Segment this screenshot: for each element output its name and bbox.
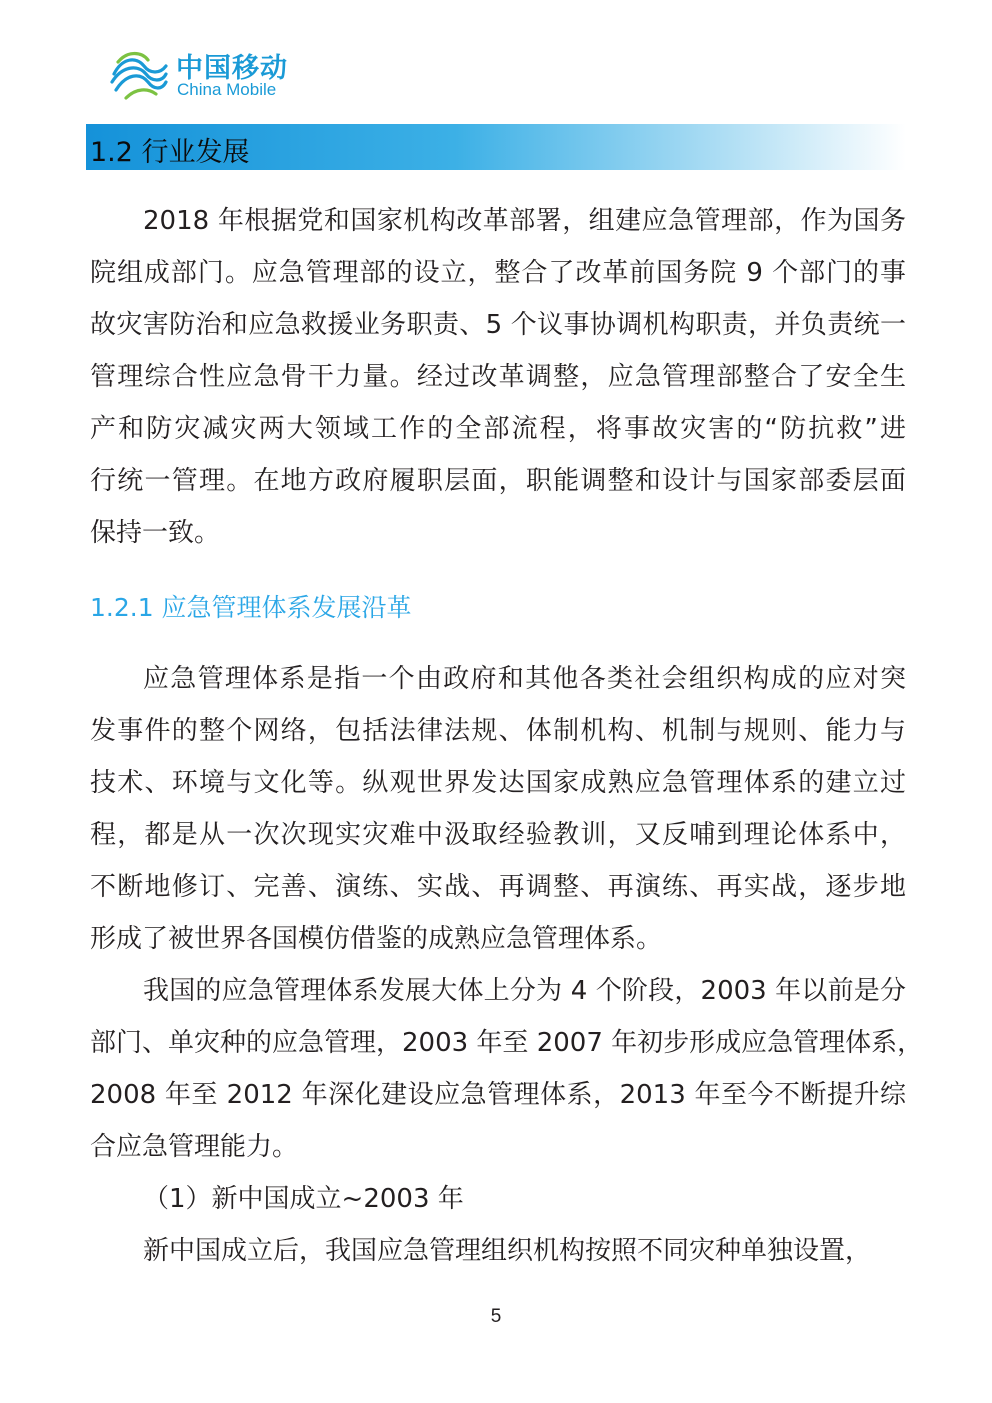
paragraph-line: 保持一致。 <box>90 518 221 548</box>
china-mobile-swirl-icon <box>108 44 170 106</box>
paragraph-line: 院组成部门。应急管理部的设立，整合了改革前国务院 9 个部门的事 <box>90 258 906 288</box>
logo-english-text: China Mobile <box>177 80 277 99</box>
paragraph-2 <box>90 653 906 965</box>
paragraph-line: 合应急管理能力。 <box>90 1132 299 1162</box>
paragraph-line: 2008 年至 2012 年深化建设应急管理体系，2013 年至今不断提升综 <box>90 1080 906 1110</box>
paragraph-line: 部门、单灾种的应急管理，2003 年至 2007 年初步形成应急管理体系， <box>90 1028 924 1058</box>
paragraph-line: 故灾害防治和应急救援业务职责、5 个议事协调机构职责，并负责统一 <box>90 310 906 340</box>
paragraph-line: 发事件的整个网络，包括法律法规、体制机构、机制与规则、能力与 <box>90 716 906 746</box>
page-number: 5 <box>490 1306 502 1327</box>
paragraph-4 <box>90 1173 906 1225</box>
subsection-title: 1.2.1 应急管理体系发展沿革 <box>90 593 412 622</box>
paragraph-line: 新中国成立后，我国应急管理组织机构按照不同灾种单独设置， <box>143 1236 872 1266</box>
section-title: 1.2 行业发展 <box>90 137 250 168</box>
paragraph-line: 行统一管理。在地方政府履职层面，职能调整和设计与国家部委层面 <box>90 466 906 496</box>
paragraph-5 <box>90 1225 906 1277</box>
logo-chinese-text: 中国移动 <box>176 53 288 84</box>
paragraph-3 <box>90 965 924 1173</box>
paragraph-line: 2018 年根据党和国家机构改革部署，组建应急管理部，作为国务 <box>143 206 906 236</box>
stage-heading: （1）新中国成立~2003 年 <box>143 1184 464 1214</box>
paragraph-line: 我国的应急管理体系发展大体上分为 4 个阶段，2003 年以前是分 <box>143 976 906 1006</box>
paragraph-1 <box>90 195 906 559</box>
paragraph-line: 应急管理体系是指一个由政府和其他各类社会组织构成的应对突 <box>143 664 906 694</box>
paragraph-line: 不断地修订、完善、演练、实战、再调整、再演练、再实战，逐步地 <box>90 872 906 902</box>
paragraph-line: 产和防灾减灾两大领域工作的全部流程，将事故灾害的“防抗救”进 <box>90 414 906 444</box>
china-mobile-logo <box>108 44 298 106</box>
paragraph-line: 技术、环境与文化等。纵观世界发达国家成熟应急管理体系的建立过 <box>90 768 906 798</box>
section-heading-bar <box>86 124 906 170</box>
paragraph-line: 管理综合性应急骨干力量。经过改革调整，应急管理部整合了安全生 <box>90 362 906 392</box>
paragraph-line: 形成了被世界各国模仿借鉴的成熟应急管理体系。 <box>90 924 663 954</box>
paragraph-line: 程，都是从一次次现实灾难中汲取经验教训，又反哺到理论体系中， <box>90 820 906 850</box>
